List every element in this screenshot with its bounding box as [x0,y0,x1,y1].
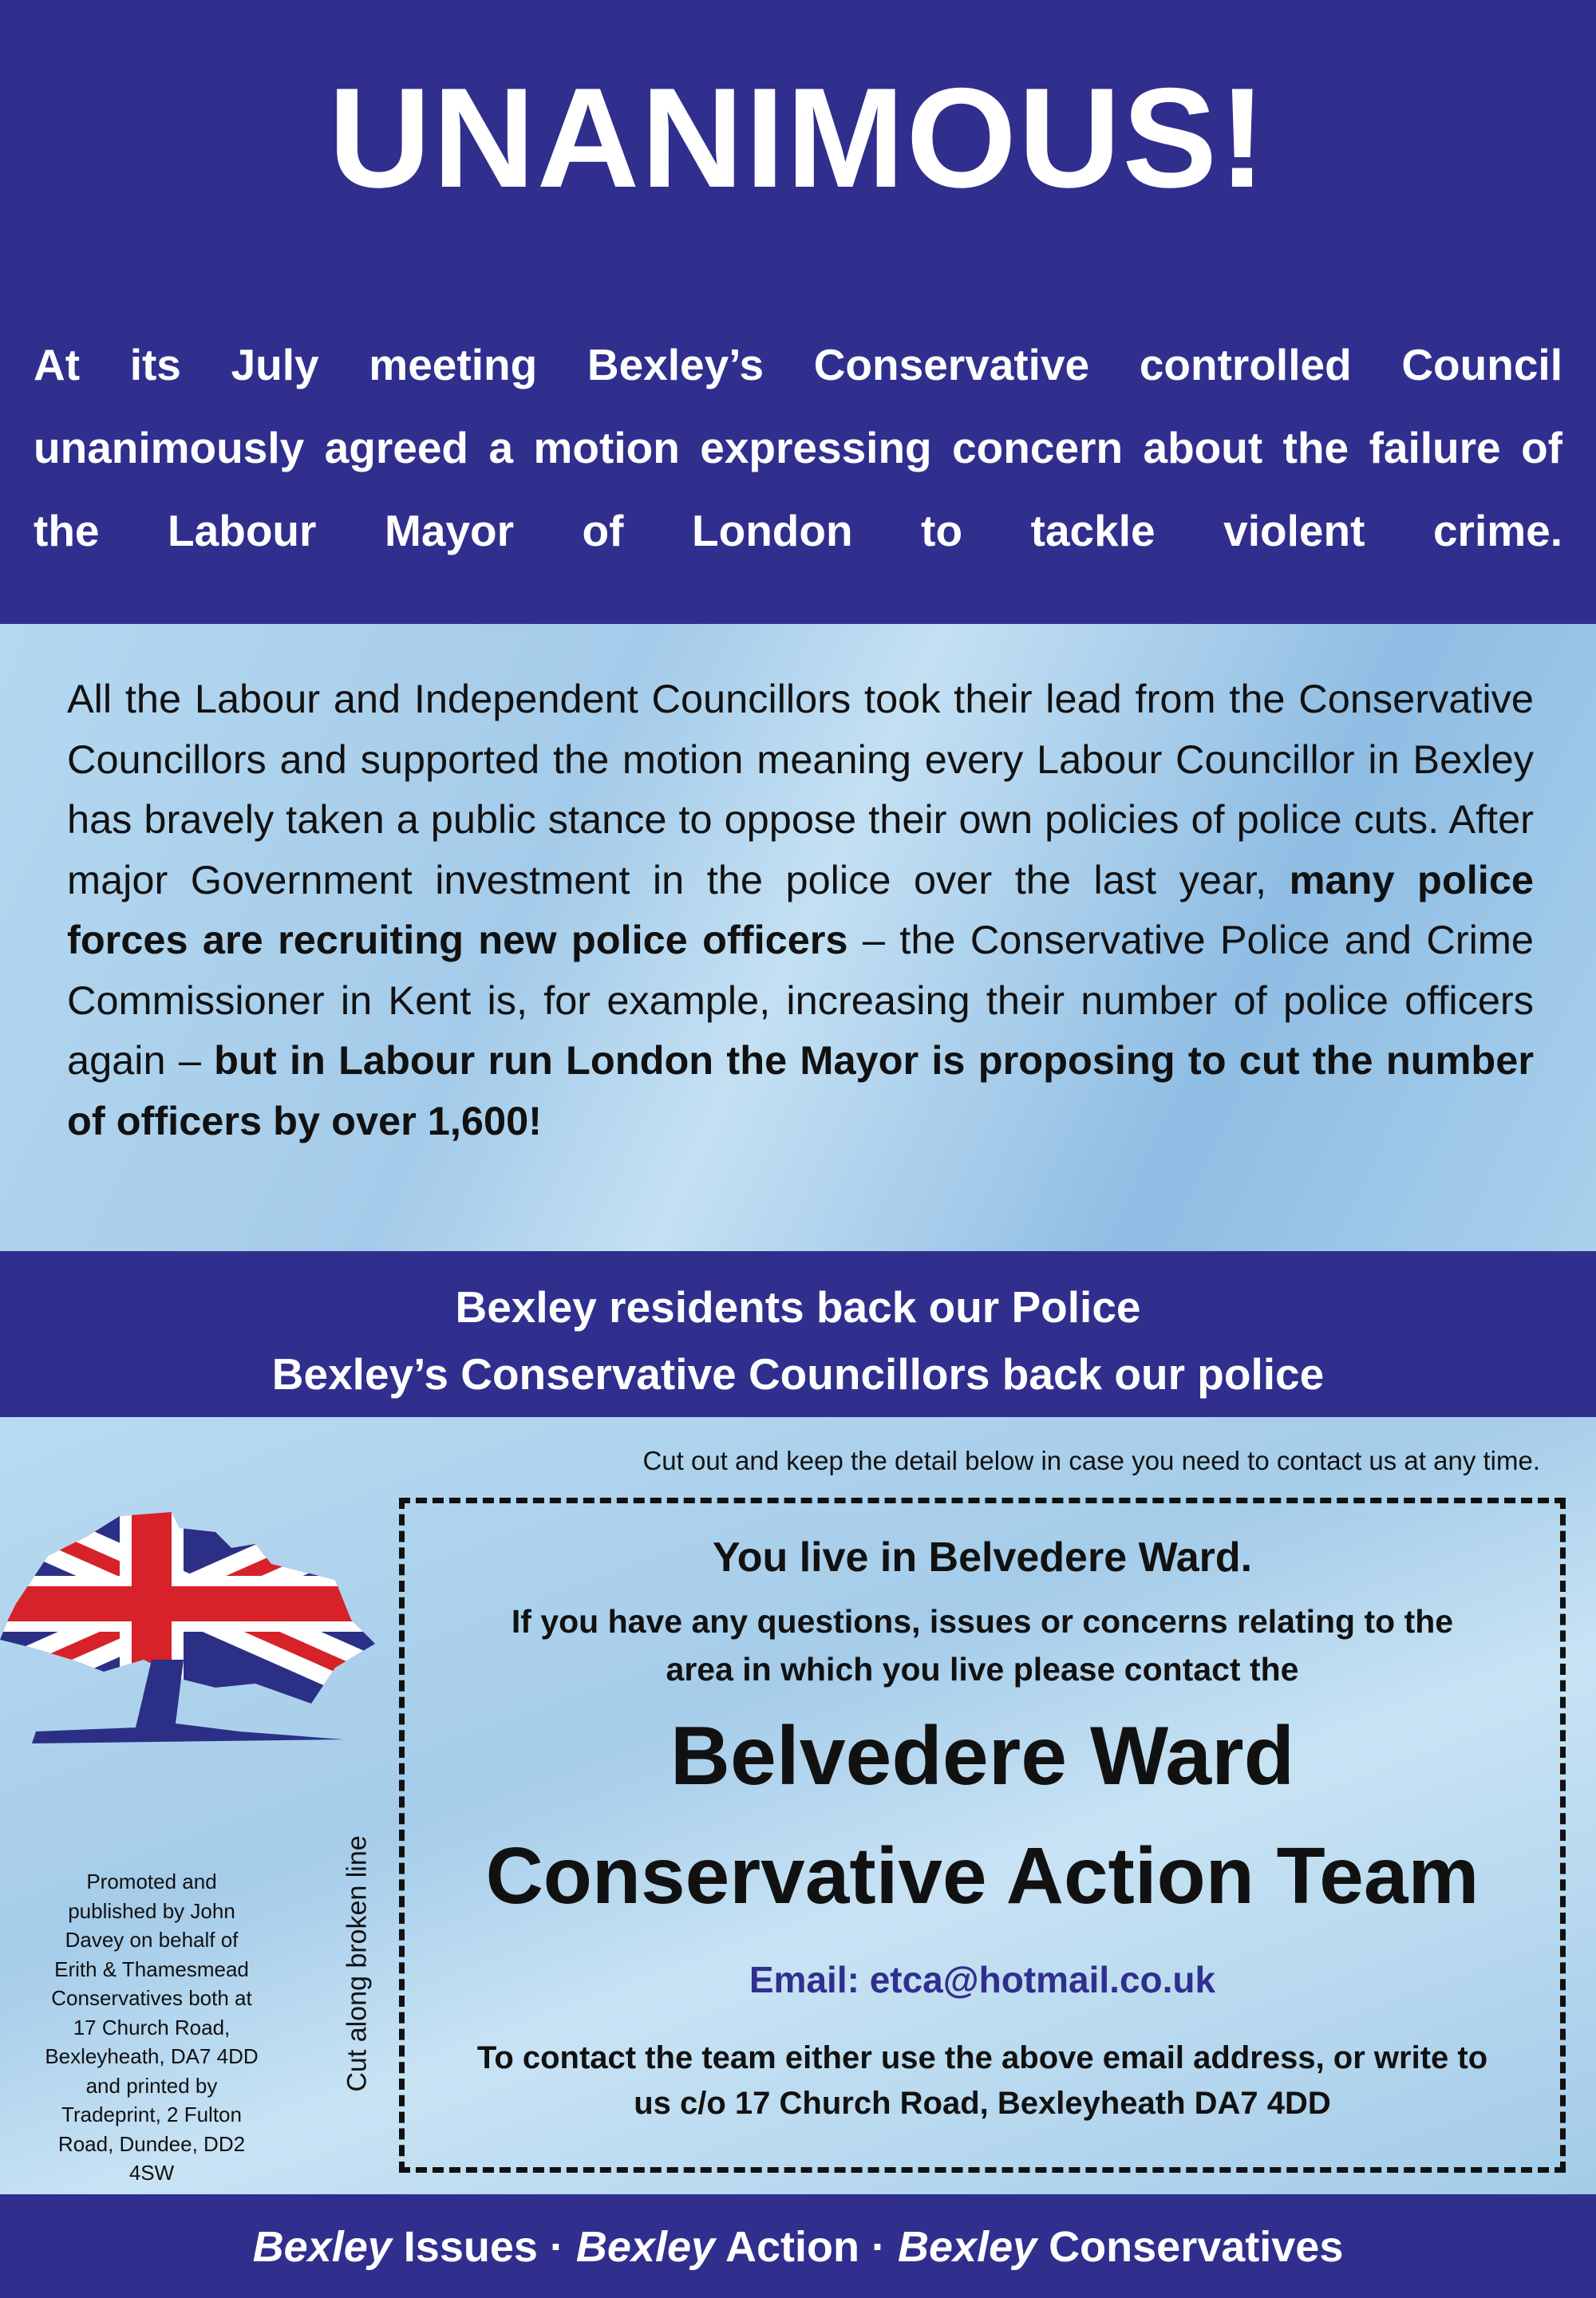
footer-text: Conservatives [1037,2223,1344,2271]
imprint-line: Conservatives both at [51,1986,252,2010]
slogan-band [0,1251,1596,1417]
body-text [67,669,1534,1151]
imprint-line: 17 Church Road, [73,2015,231,2039]
imprint-line: 4SW [128,2161,175,2185]
imprint-line: Erith & Thamesmead [54,1956,249,1981]
imprint-line: Bexleyheath, DA7 4DD [45,2044,259,2068]
team-name-line-2: Conservative Action Team [485,1831,1479,1921]
imprint-line: Davey on behalf of [65,1928,239,1952]
footer-text: Action · [715,2223,899,2271]
intro-text: At its July meeting Bexley’s Conservative controlled Council unanimously agreed a motion expressing concern about the failure of the Labour Mayor of London to tackle violent crime. [34,340,1562,555]
page-title: UNANIMOUS! [328,58,1268,217]
body-text-part: All the Labour and Independent Councillors took their lead from the Conservative Councillors and supported the motion meaning every Labour Councillor in Bexley has bravely taken a public stance to oppose their own policies of police cuts. After major Government investment in the police over the last year, [67,676,1534,902]
footer-word: Bexley [898,2223,1037,2271]
imprint-line: Promoted and [86,1870,217,1893]
footer [0,2194,1596,2298]
imprint-line: Road, Dundee, DD2 [57,2131,246,2156]
imprint-line: published by John [68,1898,235,1923]
write-line-2: us c/o 17 Church Road, Bexleyheath DA7 4DD [634,2086,1331,2121]
conservative-tree-logo-icon [0,1500,379,1795]
body-text-bold: many police forces are recruiting new police officers [67,856,1534,962]
footer-word: Bexley [252,2223,392,2271]
question-line-2: area in which you live please contact the [666,1651,1299,1688]
question-line-1: If you have any questions, issues or concerns relating to the [511,1603,1454,1640]
body-text-bold: but in Labour run London the Mayor is proposing to cut the number of officers by over 1,600! [67,1037,1534,1143]
slogan-line-2: Bexley’s Conservative Councillors back our police [271,1349,1325,1399]
footer-text: Issues · [391,2223,576,2271]
write-line-1: To contact the team either use the above email address, or write to [476,2040,1488,2075]
footer-word: Bexley [575,2223,716,2271]
cut-out-note: Cut out and keep the detail below in case you need to contact us at any time. [642,1446,1540,1475]
header-section [0,0,1596,624]
imprint-line: Tradeprint, 2 Fulton [61,2103,242,2126]
imprint-line: and printed by [85,2073,218,2098]
team-name-line-1: Belvedere Ward [670,1710,1295,1802]
email-link[interactable]: Email: etca@hotmail.co.uk [749,1959,1216,2000]
contact-cutout-box [399,1498,1566,2173]
slogan-line-1: Bexley residents back our Police [455,1282,1141,1332]
body-text-part: – the Conservative Police and Crime Commissioner in Kent is, for example, increasing their number of police officers again – [67,917,1534,1083]
footer-slogan [0,2222,1596,2272]
ward-line: You live in Belvedere Ward. [712,1534,1253,1581]
imprint-text [24,1867,279,2188]
cut-along-label: Cut along broken line [342,1835,373,2092]
